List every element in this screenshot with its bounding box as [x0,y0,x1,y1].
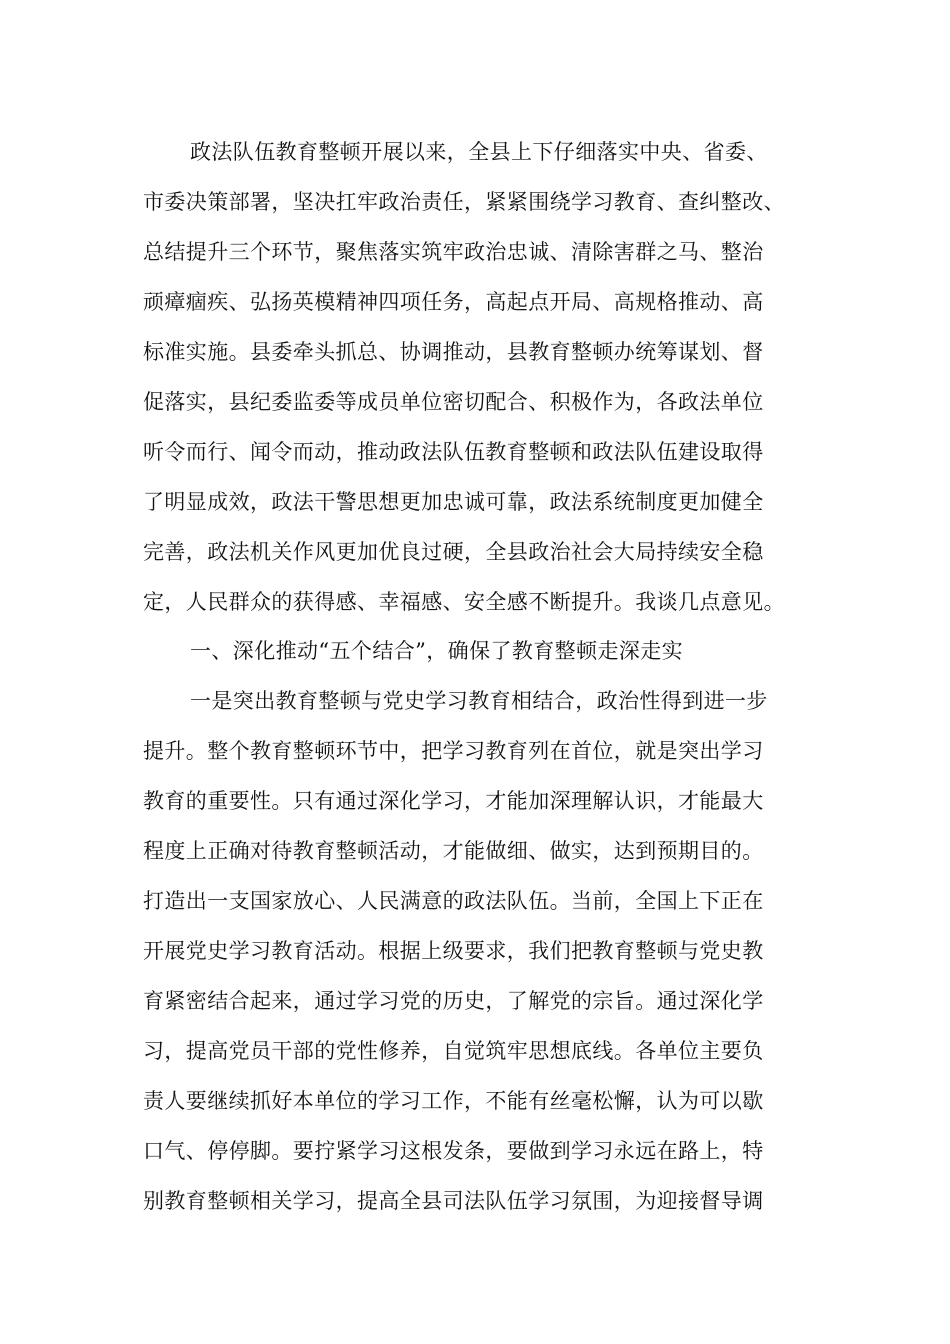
paragraph-line: 了明显成效，政法干警思想更加忠诚可靠，政法系统制度更加健全 [143,490,764,514]
paragraph-line: 促落实，县纪委监委等成员单位密切配合、积极作为，各政法单位 [143,390,764,414]
paragraph-line: 程度上正确对待教育整顿活动，才能做细、做实，达到预期目的。 [143,839,764,863]
paragraph-line: 习，提高党员干部的党性修养，自觉筑牢思想底线。各单位主要负 [143,1039,764,1063]
paragraph-line: 总结提升三个环节，聚焦落实筑牢政治忠诚、清除害群之马、整治 [143,240,764,264]
paragraph-line: 责人要继续抓好本单位的学习工作，不能有丝毫松懈，认为可以歇 [143,1089,764,1113]
paragraph-line: 教育的重要性。只有通过深化学习，才能加深理解认识，才能最大 [143,789,764,813]
paragraph-line: 开展党史学习教育活动。根据上级要求，我们把教育整顿与党史教 [143,939,764,963]
paragraph-line: 一是突出教育整顿与党史学习教育相结合，政治性得到进一步 [190,689,768,713]
paragraph-line: 提升。整个教育整顿环节中，把学习教育列在首位，就是突出学习 [143,739,764,763]
paragraph-line: 顽瘴痼疾、弘扬英模精神四项任务，高起点开局、高规格推动、高 [143,290,764,314]
paragraph-line: 口气、停停脚。要拧紧学习这根发条，要做到学习永远在路上，特 [143,1139,764,1163]
paragraph-line: 别教育整顿相关学习，提高全县司法队伍学习氛围，为迎接督导调 [143,1189,764,1213]
paragraph-line: 市委决策部署，坚决扛牢政治责任，紧紧围绕学习教育、查纠整改、 [143,190,785,214]
paragraph-line: 听令而行、闻令而动，推动政法队伍教育整顿和政法队伍建设取得 [143,440,764,464]
paragraph-line: 政法队伍教育整顿开展以来，全县上下仔细落实中央、省委、 [190,140,768,164]
paragraph-line: 标准实施。县委牵头抓总、协调推动，县教育整顿办统筹谋划、督 [143,340,764,364]
section-heading: 一、深化推动“五个结合”，确保了教育整顿走深走实 [190,639,684,663]
paragraph-line: 完善，政法机关作风更加优良过硬，全县政治社会大局持续安全稳 [143,540,764,564]
paragraph-line: 打造出一支国家放心、人民满意的政法队伍。当前，全国上下正在 [143,889,764,913]
paragraph-line: 育紧密结合起来，通过学习党的历史，了解党的宗旨。通过深化学 [143,989,764,1013]
paragraph-line: 定，人民群众的获得感、幸福感、安全感不断提升。我谈几点意见。 [143,590,785,614]
